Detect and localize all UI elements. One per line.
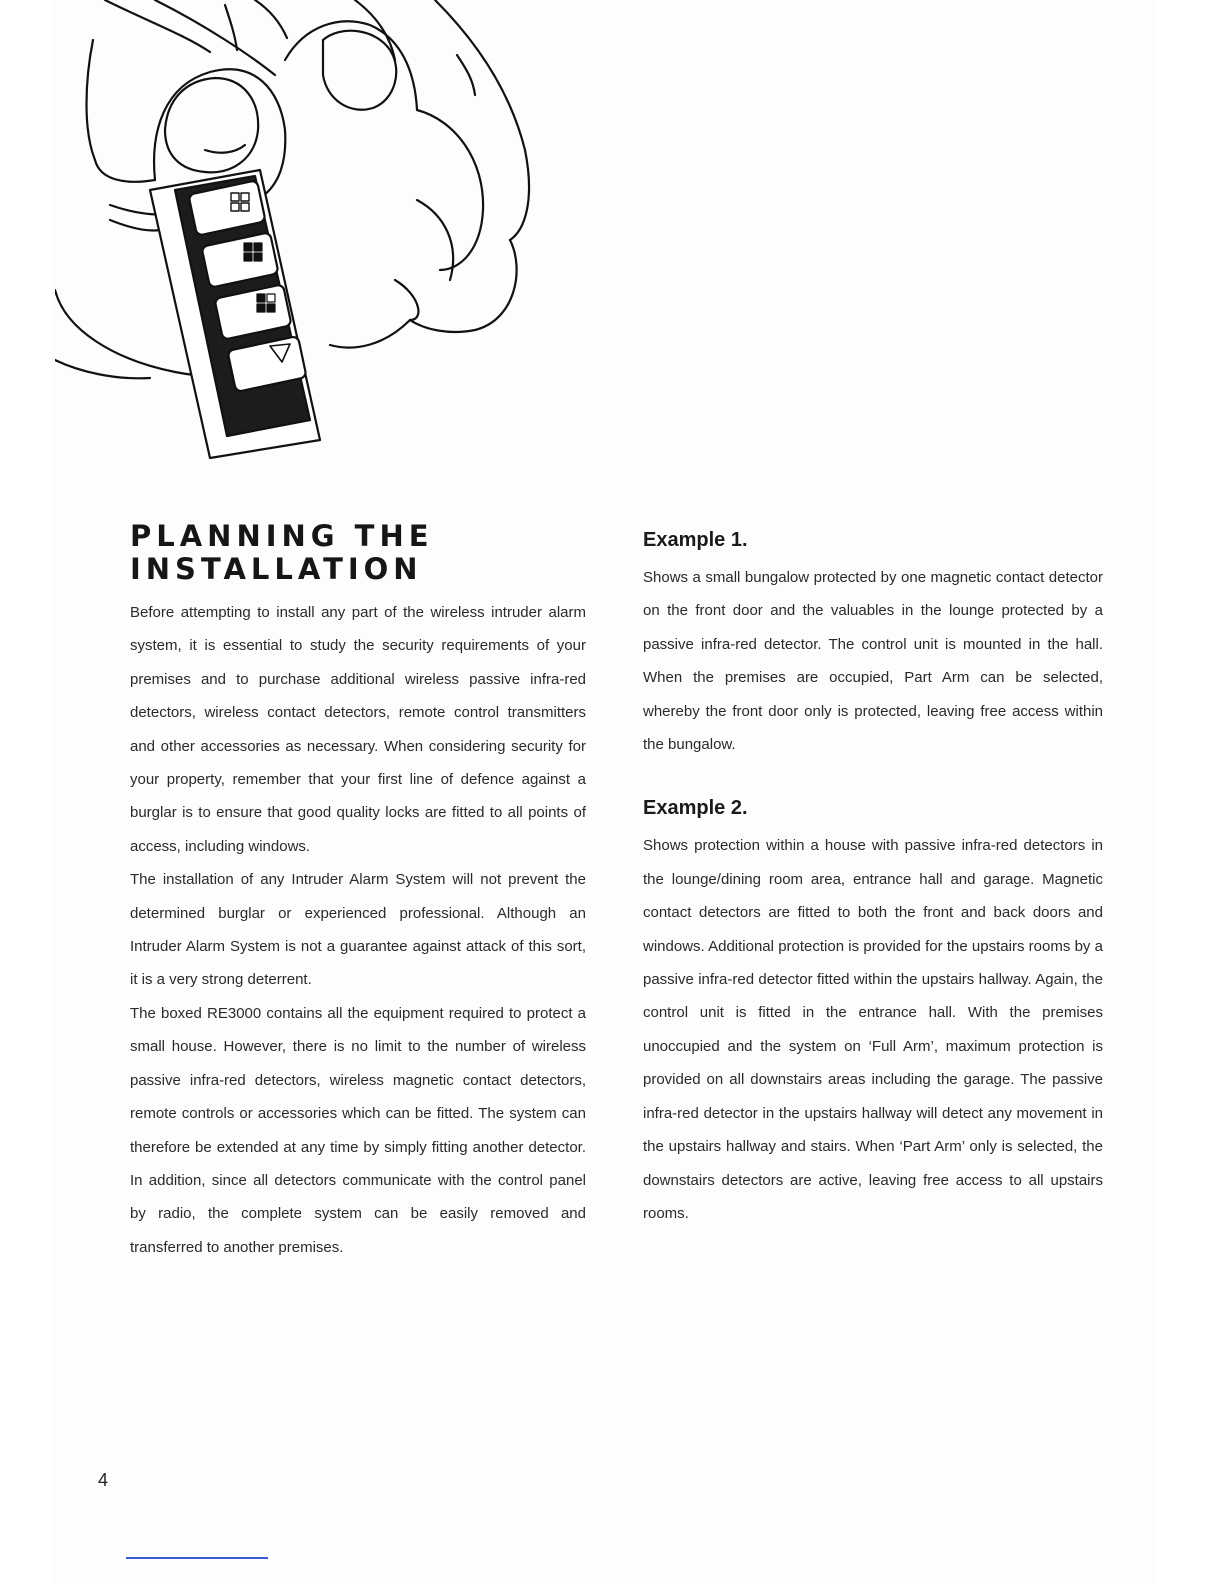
- footer-divider: [126, 1557, 268, 1559]
- page-number: 4: [98, 1470, 109, 1490]
- example-2: [643, 795, 1103, 1230]
- heading-line-1: PLANNING THE: [130, 519, 434, 553]
- example-2-text: Shows protection within a house with passive infra-red detectors in the lounge/dining room area, entrance hall and garage. Magnetic contact detectors are fitted to both the front and back doors and windows. Additional protection is provided for the upstairs rooms by a passive infra-red detector fitted within the upstairs hallway. Again, the control unit is fitted in the entrance hall. With the premises unoccupied and the system on ‘Full Arm’, maximum protection is provided on all downstairs areas including the garage. The passive infra-red detector in the upstairs hallway will detect any movement in the upstairs hallway and stairs. When ‘Part Arm’ only is selected, the downstairs detectors are active, leaving free access to all upstairs rooms.: [643, 837, 1103, 1222]
- heading-line-2: INSTALLATION: [130, 552, 423, 586]
- remote-control-icon: [150, 170, 320, 458]
- paragraph-deterrent: The installation of any Intruder Alarm System will not prevent the determined burglar or experienced professional. Although an Intruder Alarm System is not a guarantee against attack of this sort, it is a very strong deterrent.: [130, 871, 586, 989]
- planning-section: [130, 520, 586, 1264]
- example-1-title: Example 1.: [643, 529, 748, 551]
- hand-holding-remote-illustration: [55, 0, 545, 460]
- paragraph-intro: Before attempting to install any part of the wireless intruder alarm system, it is essential to study the security requirements of your premises and to purchase additional wireless passive infra-red detectors, wireless contact detectors, remote control transmitters and other accessories as necessary. When considering security for your property, remember that your first line of defence against a burglar is to ensure that good quality locks are fitted to all points of access, including windows.: [130, 604, 586, 855]
- example-1: [643, 527, 1103, 761]
- paragraph-system-contents: The boxed RE3000 contains all the equipment required to protect a small house. However, there is no limit to the number of wireless passive infra-red detectors, wireless magnetic contact detectors, remote controls or accessories which can be fitted. The system can therefore be extended at any time by simply fitting another detector. In addition, since all detectors communicate with the control panel by radio, the complete system can be easily removed and transferred to another premises.: [130, 1004, 586, 1256]
- example-2-title: Example 2.: [643, 797, 748, 820]
- examples-section: [643, 527, 1103, 1264]
- example-1-text: Shows a small bungalow protected by one magnetic contact detector on the front door and the valuables in the lounge protected by a passive infra-red detector. The control unit is mounted in the hall. When the premises are occupied, Part Arm can be selected, whereby the front door only is protected, leaving free access within the bungalow.: [643, 569, 1103, 754]
- indicator-led-icon: [289, 364, 297, 372]
- section-heading: [130, 520, 586, 586]
- finger-outline: [285, 21, 483, 320]
